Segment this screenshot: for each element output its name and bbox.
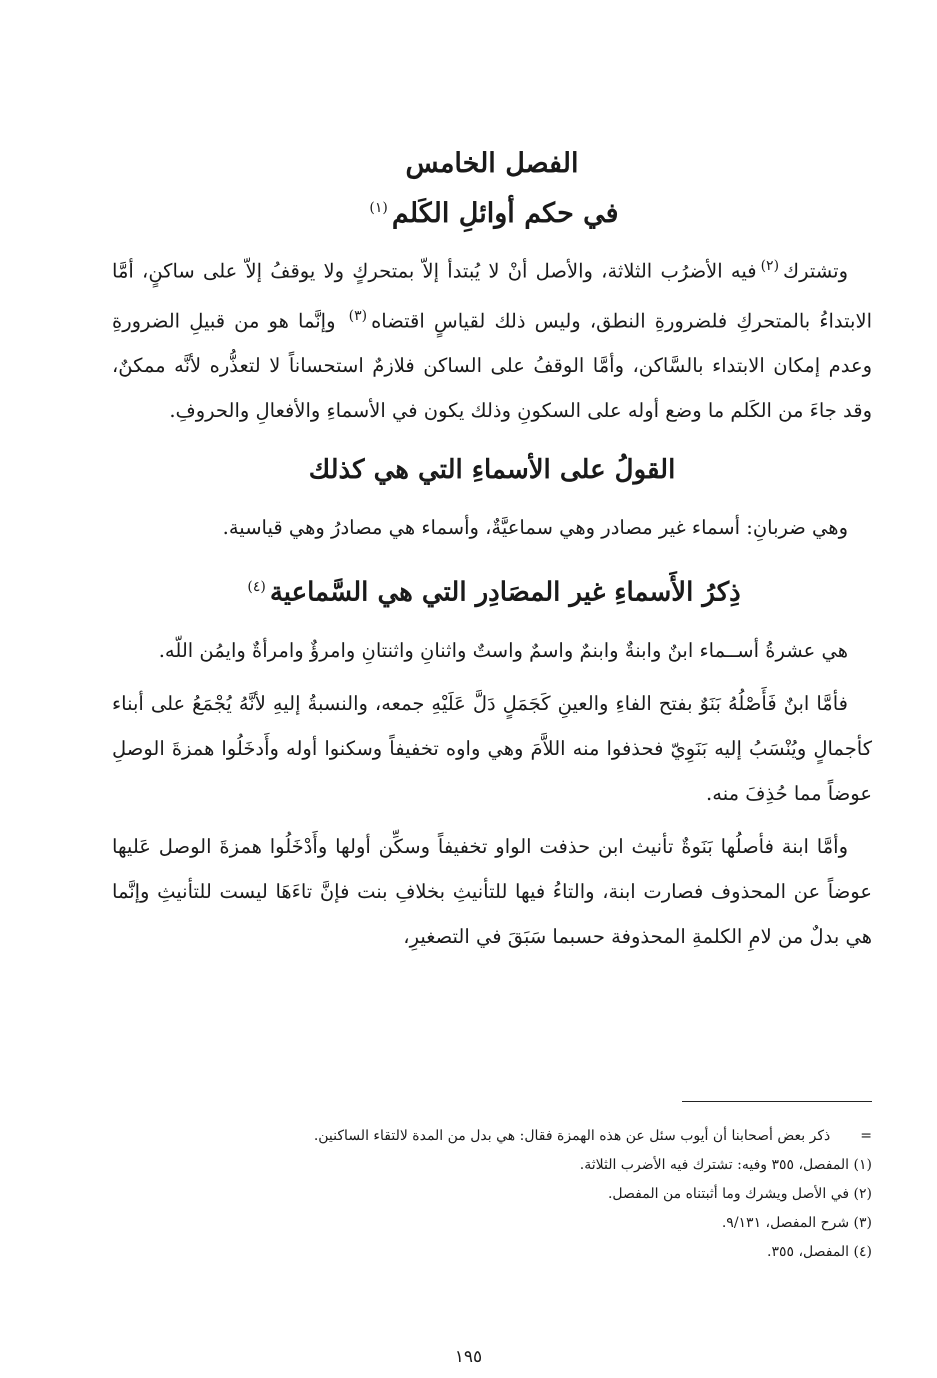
footnote-ref-1: (١) [369,200,388,216]
paragraph-1-middle: فيه الأضرُب الثلاثة، والأصل أنْ لا يُبتدأ إلاّ بمتحركٍ ولا يوقفُ إلاّ على ساكنٍ، أمَّا الابتداءُ بالمتحركِ فلضرورةِ النطق، وليس ذلك لقياسٍ اقتضاه [112,259,873,332]
section-title-non-verbal-nouns [112,564,872,616]
page-number: ١٩٥ [454,1347,483,1367]
section-title-non-verbal-nouns-text: ذِكرُ الأَسماءِ غير المصَادِر التي هي السَّماعية [269,577,741,608]
footnotes [150,1122,872,1267]
paragraph-4: فأمَّا ابنٌ فَأَصْلُهُ بَنَوٌ بفتح الفاءِ والعينِ كَجَمَلٍ دَلَّ عَلَيْهِ جمعه، والنسبةُ إليهِ لأنَّهُ يُجْمَعُ على أبناء كأجمالٍ ويُنْسَبُ إليه بَنَوِيّ فحذفوا منه اللاَّمَ وهي واوه تخفيفاً وسكنوا أوله وأَدخَلُوا همزةَ الوصلِ عوضاً مما حُذِفَ منه. [112,691,872,805]
footnote-divider [682,1101,872,1102]
chapter-subtitle-text: في حكم أوائلِ الكَلم [391,198,619,229]
footnote-continuation-text: ذكر بعض أصحابنا أن أيوب سئل عن هذه الهمزة فقال: هي بدل من المدة لالتقاء الساكنين. [313,1128,831,1144]
paragraph-1-end: وإنَّما هو من قبيلِ الضرورةِ وعدم إمكان الابتداء بالسَّاكن، وأمَّا الوقفُ على الساكن فلازمٌ استحساناً لا لتعذُّره لأنَّه ممكنٌ، وقد جاءَ من الكَلم ما وضع أوله على السكونِ وذلك يكون في الأسماءِ والأفعالِ والحروفِ. [112,309,872,422]
chapter-title: الفصل الخامس [405,148,579,179]
footnote-ref-2: (٢) [760,258,780,274]
chapter-subtitle [112,186,872,236]
footnote-3: (٣) شرح المفصل، ٩/١٣١. [721,1215,872,1231]
footnote-2: (٢) في الأصل ويشرك وما أثبتناه من المفصل. [607,1186,872,1202]
page-body [112,140,872,959]
section-title-names: القولُ على الأسماءِ التي هي كذلك [308,455,676,485]
paragraph-3: هي عشرةُ أســماء ابنٌ وابنةٌ وابنمٌ واسمٌ واستٌ واثنانِ واثنتانِ وامرؤٌ وامرأةٌ وايمُن اللّه. [158,638,848,662]
footnote-ref-3: (٣) [348,307,368,324]
footnote-continuation [150,1122,872,1151]
paragraph-5: وأمَّا ابنة فأصلُها بَنَوةٌ تأنيث ابن حذفت الواو تخفيفاً وسكِّن أولها وأَدْخَلُوا همزةَ الوصل عَليها عوضاً عن المحذوف فصارت ابنة، والتاءُ فيها للتأنيثِ بخلافِ بنت فإنَّ تاءَهَا ليست للتأنيثِ وإنَّما هي بدلٌ من لامِ الكلمةِ المحذوفة حسبما سَبَقَ في التصغيرِ، [112,834,872,948]
footnote-1: (١) المفصل، ٣٥٥ وفيه: تشترك فيه الأضرب الثلاثة. [579,1157,872,1173]
paragraph-2: وهي ضربانِ: أسماء غير مصادر وهي سماعيَّةٌ، وأسماء هي مصادرُ وهي قياسية. [222,516,848,539]
footnote-ref-4: (٤) [247,579,266,595]
continuation-mark: = [860,1128,872,1144]
paragraph-1-start: وتشترك [783,259,848,283]
paragraph-1 [112,244,872,433]
footnote-4: (٤) المفصل، ٣٥٥. [767,1244,872,1260]
